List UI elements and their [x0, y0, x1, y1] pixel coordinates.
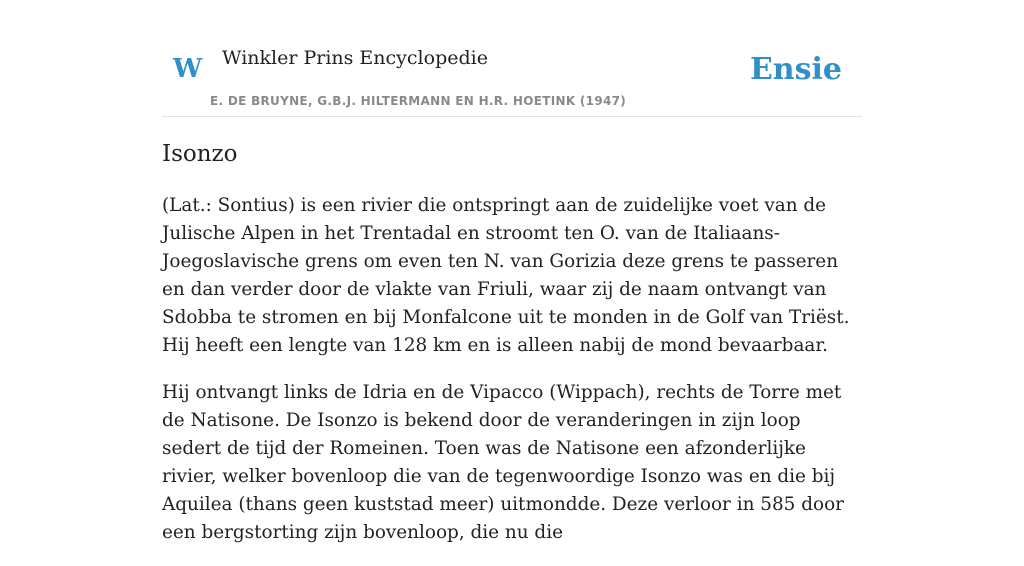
- ensie-brand-link[interactable]: Ensie: [749, 52, 842, 87]
- article-paragraph: Hij ontvangt links de Idria en de Vipacco (Wippach), rechts de Torre met de Natisone. De Isonzo is bekend door de veranderingen in zijn loop sedert de tijd der Romeinen. Toen was de Natisone een afzonderlijke rivier, welker bovenloop die van de tegenwoordige Isonzo was en die bij Aquilea (thans geen kuststad meer) uitmondde. Deze verloor in 585 door een bergstorting zijn bovenloop, die nu die: [162, 382, 844, 543]
- article-title: Isonzo: [162, 141, 238, 167]
- article-body: [162, 192, 862, 566]
- authors-line: E. DE BRUYNE, G.B.J. HILTERMANN EN H.R. HOETINK (1947): [210, 94, 627, 108]
- winkler-prins-logo[interactable]: W: [173, 54, 203, 84]
- site-title[interactable]: Winkler Prins Encyclopedie: [222, 47, 488, 69]
- article-paragraph: (Lat.: Sontius) is een rivier die ontspringt aan de zuidelijke voet van de Julische Alpen in het Trentadal en stroomt ten O. van de Italiaans-Joegoslavische grens om even ten N. van Gorizia deze grens te passeren en dan verder door de vlakte van Friuli, waar zij de naam ontvangt van Sdobba te stromen en bij Monfalcone uit te monden in de Golf van Triëst. Hij heeft een lengte van 128 km en is alleen nabij de mond bevaarbaar.: [162, 195, 850, 356]
- site-header: [162, 0, 862, 117]
